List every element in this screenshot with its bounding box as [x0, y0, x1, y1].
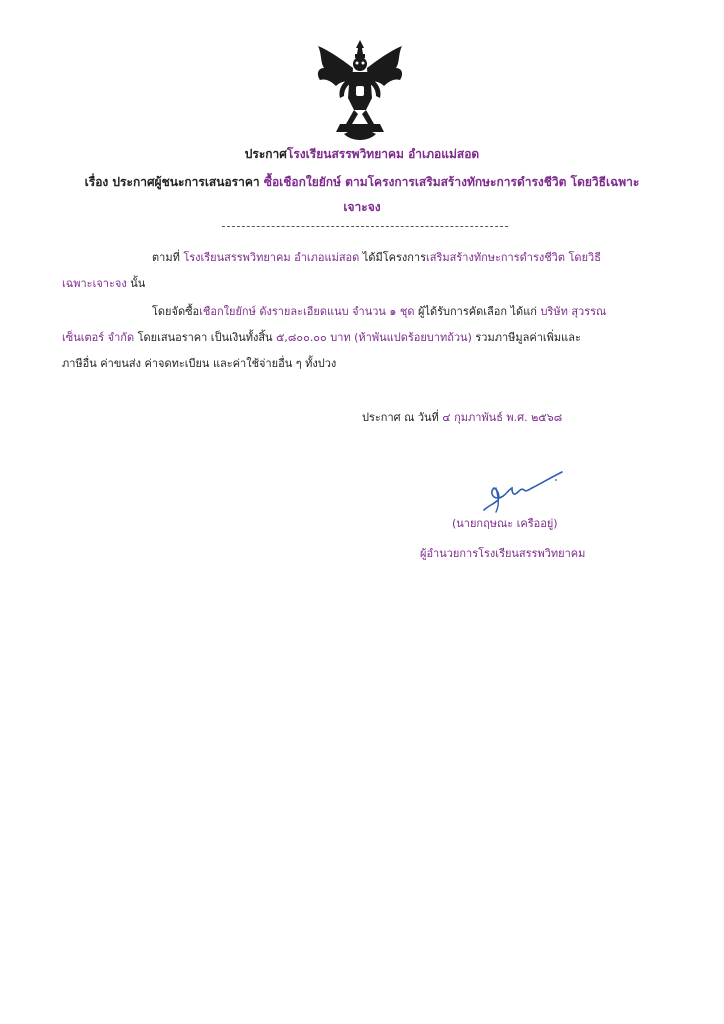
p1-mid: ได้มีโครงการ [362, 251, 427, 264]
signatory-name: (นายกฤษณะ เครืออยู่) [452, 517, 558, 530]
p2-offer: โดยเสนอราคา เป็นเงินทั้งสิ้น [137, 331, 273, 344]
title-school: โรงเรียนสรรพวิทยาคม อำเภอแม่สอด [286, 147, 480, 161]
signatory-position: ผู้อำนวยการโรงเรียนสรรพวิทยาคม [420, 547, 586, 560]
p2-item: เชือกใยยักษ์ ดังรายละเอียดแนบ จำนวน ๑ ชุด [199, 305, 415, 318]
p1-project: เสริมสร้างทักษะการดำรงชีวิต โดยวิธี [426, 251, 601, 264]
p2-mid: ผู้ได้รับการคัดเลือก ได้แก่ [418, 305, 537, 318]
paragraph-1-line-2 [62, 276, 145, 292]
announce-date-line [362, 410, 562, 426]
announce-label: ประกาศ ณ วันที่ [362, 411, 439, 424]
announcement-title [40, 146, 684, 162]
p2-tail: รวมภาษีมูลค่าเพิ่มและ [475, 331, 581, 344]
paragraph-2-line-1 [152, 304, 606, 320]
subject-prefix: เรื่อง ประกาศผู้ชนะการเสนอราคา [84, 175, 260, 189]
paragraph-2-line-2 [62, 330, 581, 346]
subject-item: ซื้อเชือกใยยักษ์ ตามโครงการเสริมสร้างทักษะการดำรงชีวิต โดยวิธีเฉพาะ [263, 175, 640, 189]
p1-cont: เฉพาะเจาะจง [62, 277, 127, 290]
announce-date: ๔ กุมภาพันธ์ พ.ศ. ๒๕๖๘ [442, 411, 563, 424]
p1-school: โรงเรียนสรรพวิทยาคม อำเภอแม่สอด [183, 251, 360, 264]
paragraph-3: ภาษีอื่น ค่าขนส่ง ค่าจดทะเบียน และค่าใช้จ่ายอื่น ๆ ทั้งปวง [62, 357, 337, 370]
paragraph-1-line-1 [152, 250, 601, 266]
signature-image [478, 466, 566, 514]
p2-lead: โดยจัดซื้อ [152, 305, 200, 318]
announcement-subject [40, 174, 684, 190]
p1-lead: ตามที่ [152, 251, 180, 264]
p2-vendor-2: เซ็นเตอร์ จำกัด [62, 331, 135, 344]
title-prefix: ประกาศ [244, 147, 287, 161]
garuda-emblem-icon [310, 38, 410, 146]
separator-line [222, 226, 508, 227]
p2-vendor-1: บริษัท สุวรรณ [540, 305, 607, 318]
p2-amount: ๕,๘๐๐.๐๐ บาท (ห้าพันแปดร้อยบาทถ้วน) [276, 331, 472, 344]
subject-item-continued: เจาะจง [343, 200, 381, 214]
p1-end: นั้น [130, 277, 146, 290]
